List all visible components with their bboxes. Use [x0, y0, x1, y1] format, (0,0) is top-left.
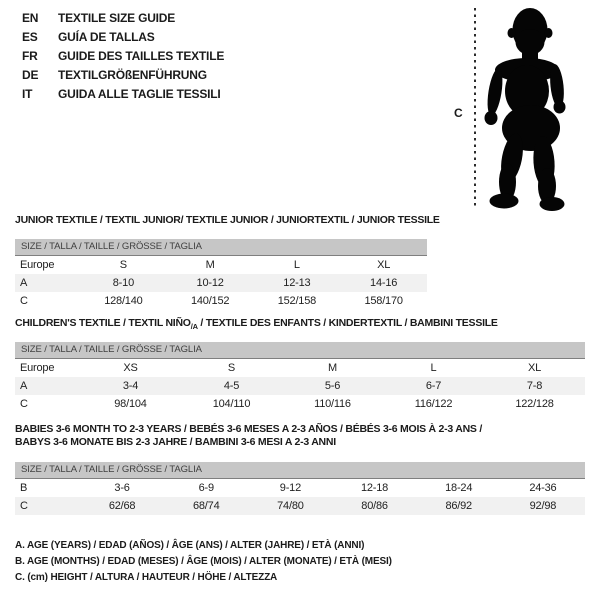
size-cell: 74/80: [277, 500, 304, 512]
size-cell: 7-8: [526, 380, 543, 392]
size-cell: 140/152: [190, 295, 230, 307]
children-size-table: [15, 359, 585, 413]
size-cell: 104/110: [212, 398, 251, 410]
row-label: A: [20, 380, 28, 392]
row-label: C: [20, 295, 28, 307]
row-label: C: [20, 398, 28, 410]
row-label: Europe: [20, 362, 55, 374]
size-cell: 128/140: [104, 295, 143, 307]
size-cell: 158/170: [364, 295, 403, 307]
table-row: [15, 395, 585, 413]
size-cell: XL: [377, 259, 391, 271]
language-title: GUIDA ALLE TAGLIE TESSILI: [58, 87, 221, 101]
size-header-bar: SIZE / TALLA / TAILLE / GRÖSSE / TAGLIA: [15, 239, 427, 256]
language-code: FR: [22, 49, 38, 63]
section-children-textile: [15, 317, 585, 413]
size-cell: 14-16: [370, 277, 398, 289]
language-row-en: [22, 9, 224, 28]
size-cell: 110/116: [314, 398, 351, 410]
size-cell: 6-7: [425, 380, 442, 392]
size-cell: 6-9: [198, 482, 214, 494]
subscript-a: /A: [190, 321, 198, 331]
size-cell: 92/98: [529, 500, 557, 512]
size-header-bar: SIZE / TALLA / TAILLE / GRÖSSE / TAGLIA: [15, 342, 585, 359]
size-cell: XL: [527, 362, 542, 374]
toddler-silhouette-icon: [481, 6, 577, 212]
size-cell: 122/128: [515, 398, 554, 410]
legend-line-a: A. AGE (YEARS) / EDAD (AÑOS) / ÂGE (ANS) / ALTER (JAHRE) / ETÀ (ANNI): [15, 540, 365, 551]
size-cell: L: [293, 259, 300, 271]
size-cell: XS: [123, 362, 138, 374]
language-code: DE: [22, 68, 39, 82]
table-row: [15, 377, 585, 395]
table-row: [15, 292, 427, 310]
measurement-legend: [15, 538, 392, 586]
size-cell: 152/158: [277, 295, 317, 307]
size-cell: S: [227, 362, 236, 374]
language-title: GUÍA DE TALLAS: [58, 30, 155, 44]
row-label: B: [20, 482, 28, 494]
language-code: ES: [22, 30, 38, 44]
size-cell: 9-12: [279, 482, 301, 494]
language-row-es: [22, 28, 224, 47]
size-cell: 12-18: [360, 482, 389, 494]
language-title: TEXTILGRÖßENFÜHRUNG: [58, 68, 207, 82]
language-title: TEXTILE SIZE GUIDE: [58, 11, 176, 25]
size-cell: 98/104: [114, 398, 147, 410]
language-list: [22, 9, 224, 104]
language-code: IT: [22, 87, 33, 101]
size-cell: 116/122: [414, 398, 453, 410]
size-cell: 3-4: [122, 380, 139, 392]
height-measure-figure: [450, 4, 598, 214]
section-babies-textile: [15, 423, 585, 515]
section-title-children: CHILDREN'S TEXTILE / TEXTIL $NIÑO_{/A}$ / TEXTILE DES ENFANTS / KINDERTEXTIL / BAMBINI TESSILE: [15, 317, 498, 331]
size-cell: 8-10: [112, 277, 134, 289]
language-title: GUIDE DES TAILLES TEXTILE: [58, 49, 225, 63]
section-title-babies-line2: BABYS 3-6 MONATE BIS 2-3 JAHRE / BAMBINI 3-6 MESI A 2-3 ANNI: [15, 436, 336, 448]
row-label: A: [20, 277, 28, 289]
section-junior-textile: [15, 214, 440, 310]
language-row-fr: [22, 47, 224, 66]
language-row-it: [22, 85, 224, 104]
table-row: [15, 274, 427, 292]
row-label: Europe: [20, 259, 55, 271]
size-header-bar: SIZE / TALLA / TAILLE / GRÖSSE / TAGLIA: [15, 462, 585, 479]
size-cell: 3-6: [114, 482, 130, 494]
language-code: EN: [22, 11, 39, 25]
size-cell: M: [328, 362, 337, 374]
size-cell: 86/92: [445, 500, 472, 512]
size-cell: 68/74: [192, 500, 220, 512]
size-cell: 80/86: [361, 500, 388, 512]
row-label: C: [20, 500, 28, 512]
size-cell: L: [430, 362, 437, 374]
height-label-c: C: [454, 106, 463, 120]
table-row: [15, 497, 585, 515]
size-cell: 12-13: [283, 277, 311, 289]
size-cell: 4-5: [223, 380, 240, 392]
size-cell: 24-36: [529, 482, 557, 494]
size-cell: M: [205, 259, 215, 271]
section-title-junior: JUNIOR TEXTILE / TEXTIL JUNIOR/ TEXTILE JUNIOR / JUNIORTEXTIL / JUNIOR TESSILE: [15, 214, 440, 226]
size-cell: 18-24: [445, 482, 473, 494]
section-title-babies-line1: BABIES 3-6 MONTH TO 2-3 YEARS / BEBÉS 3-6 MESES A 2-3 AÑOS / BÉBÉS 3-6 MOIS À 2-3 ANS /: [15, 423, 483, 435]
size-cell: 62/68: [108, 500, 136, 512]
table-row: [15, 359, 585, 377]
junior-size-table: [15, 256, 427, 310]
table-row: [15, 479, 585, 497]
language-row-de: [22, 66, 224, 85]
size-cell: S: [119, 259, 127, 271]
table-row: [15, 256, 427, 274]
legend-line-c: C. (cm) HEIGHT / ALTURA / HAUTEUR / HÖHE / ALTEZZA: [15, 572, 278, 583]
size-cell: 5-6: [324, 380, 341, 392]
legend-line-b: B. AGE (MONTHS) / EDAD (MESES) / ÂGE (MOIS) / ALTER (MONATE) / ETÀ (MESI): [15, 556, 392, 567]
height-dotted-line: [474, 8, 476, 208]
size-cell: 10-12: [196, 277, 224, 289]
babies-size-table: [15, 479, 585, 515]
